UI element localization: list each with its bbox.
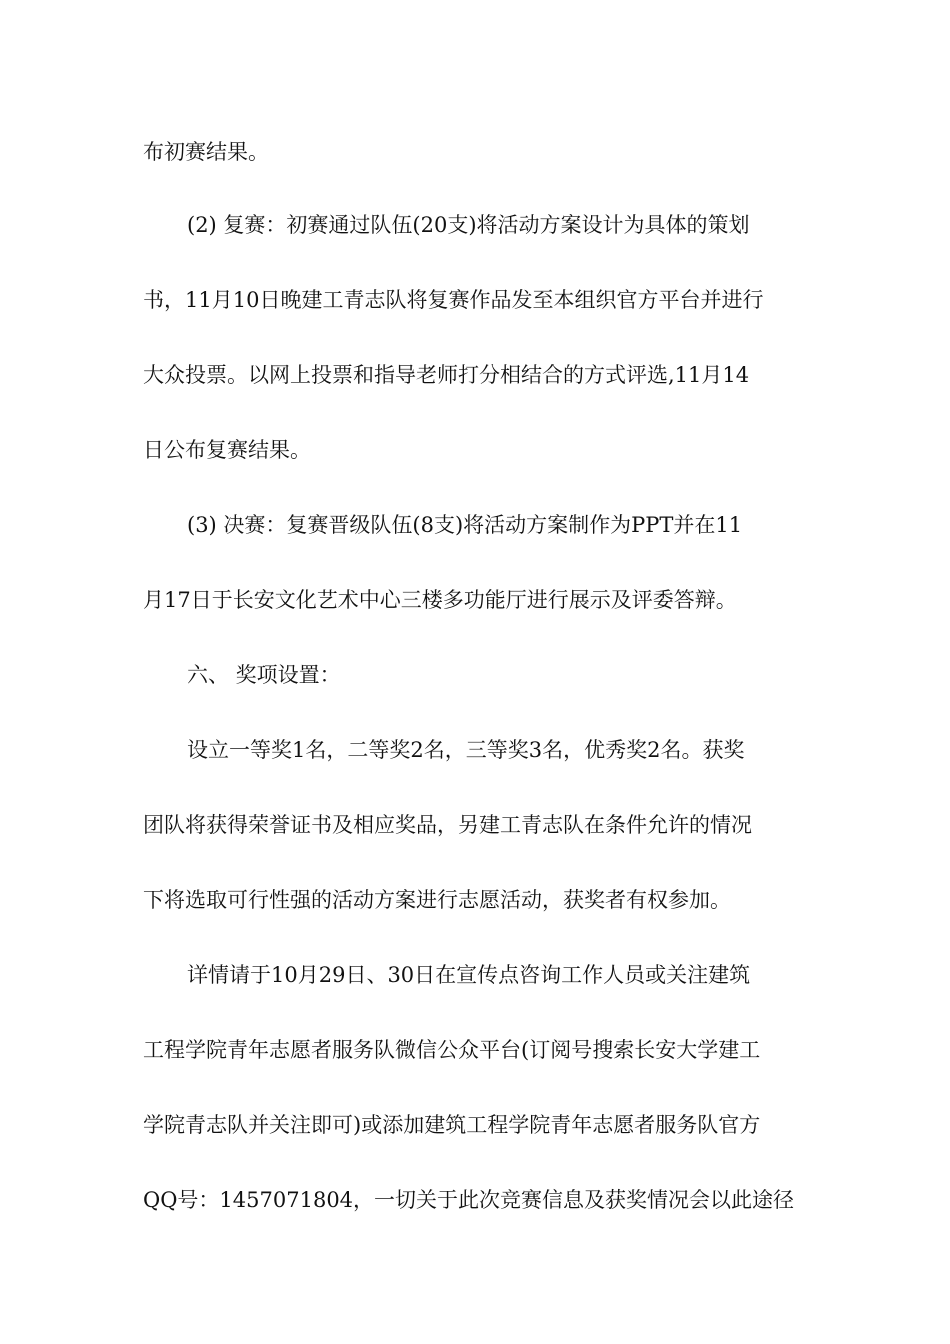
text-line: 日公布复赛结果。 [143,438,311,462]
text-line: 工程学院青年志愿者服务队微信公众平台(订阅号搜索长安大学建工 [143,1038,761,1062]
text-line: 书，11月10日晚建工青志队将复赛作品发至本组织官方平台并进行 [143,288,764,312]
text-line: QQ号：1457071804，一切关于此次竞赛信息及获奖情况会以此途径 [143,1188,795,1212]
text-line: 详情请于10月29日、30日在宣传点咨询工作人员或关注建筑 [187,963,751,987]
text-line: 团队将获得荣誉证书及相应奖品，另建工青志队在条件允许的情况 [143,813,752,837]
section-heading: 六、 奖项设置： [187,663,341,687]
text-line: (3) 决赛：复赛晋级队伍(8支)将活动方案制作为PPT并在11 [187,513,743,537]
text-line: 大众投票。以网上投票和指导老师打分相结合的方式评选,11月14 [143,363,750,387]
text-line: 布初赛结果。 [143,140,269,164]
text-line: 学院青志队并关注即可)或添加建筑工程学院青年志愿者服务队官方 [143,1113,761,1137]
text-line: 设立一等奖1名，二等奖2名，三等奖3名，优秀奖2名。获奖 [187,738,745,762]
text-line: 月17日于长安文化艺术中心三楼多功能厅进行展示及评委答辩。 [143,588,737,612]
text-line: (2) 复赛：初赛通过队伍(20支)将活动方案设计为具体的策划 [187,213,750,237]
text-line: 下将选取可行性强的活动方案进行志愿活动，获奖者有权参加。 [143,888,731,912]
